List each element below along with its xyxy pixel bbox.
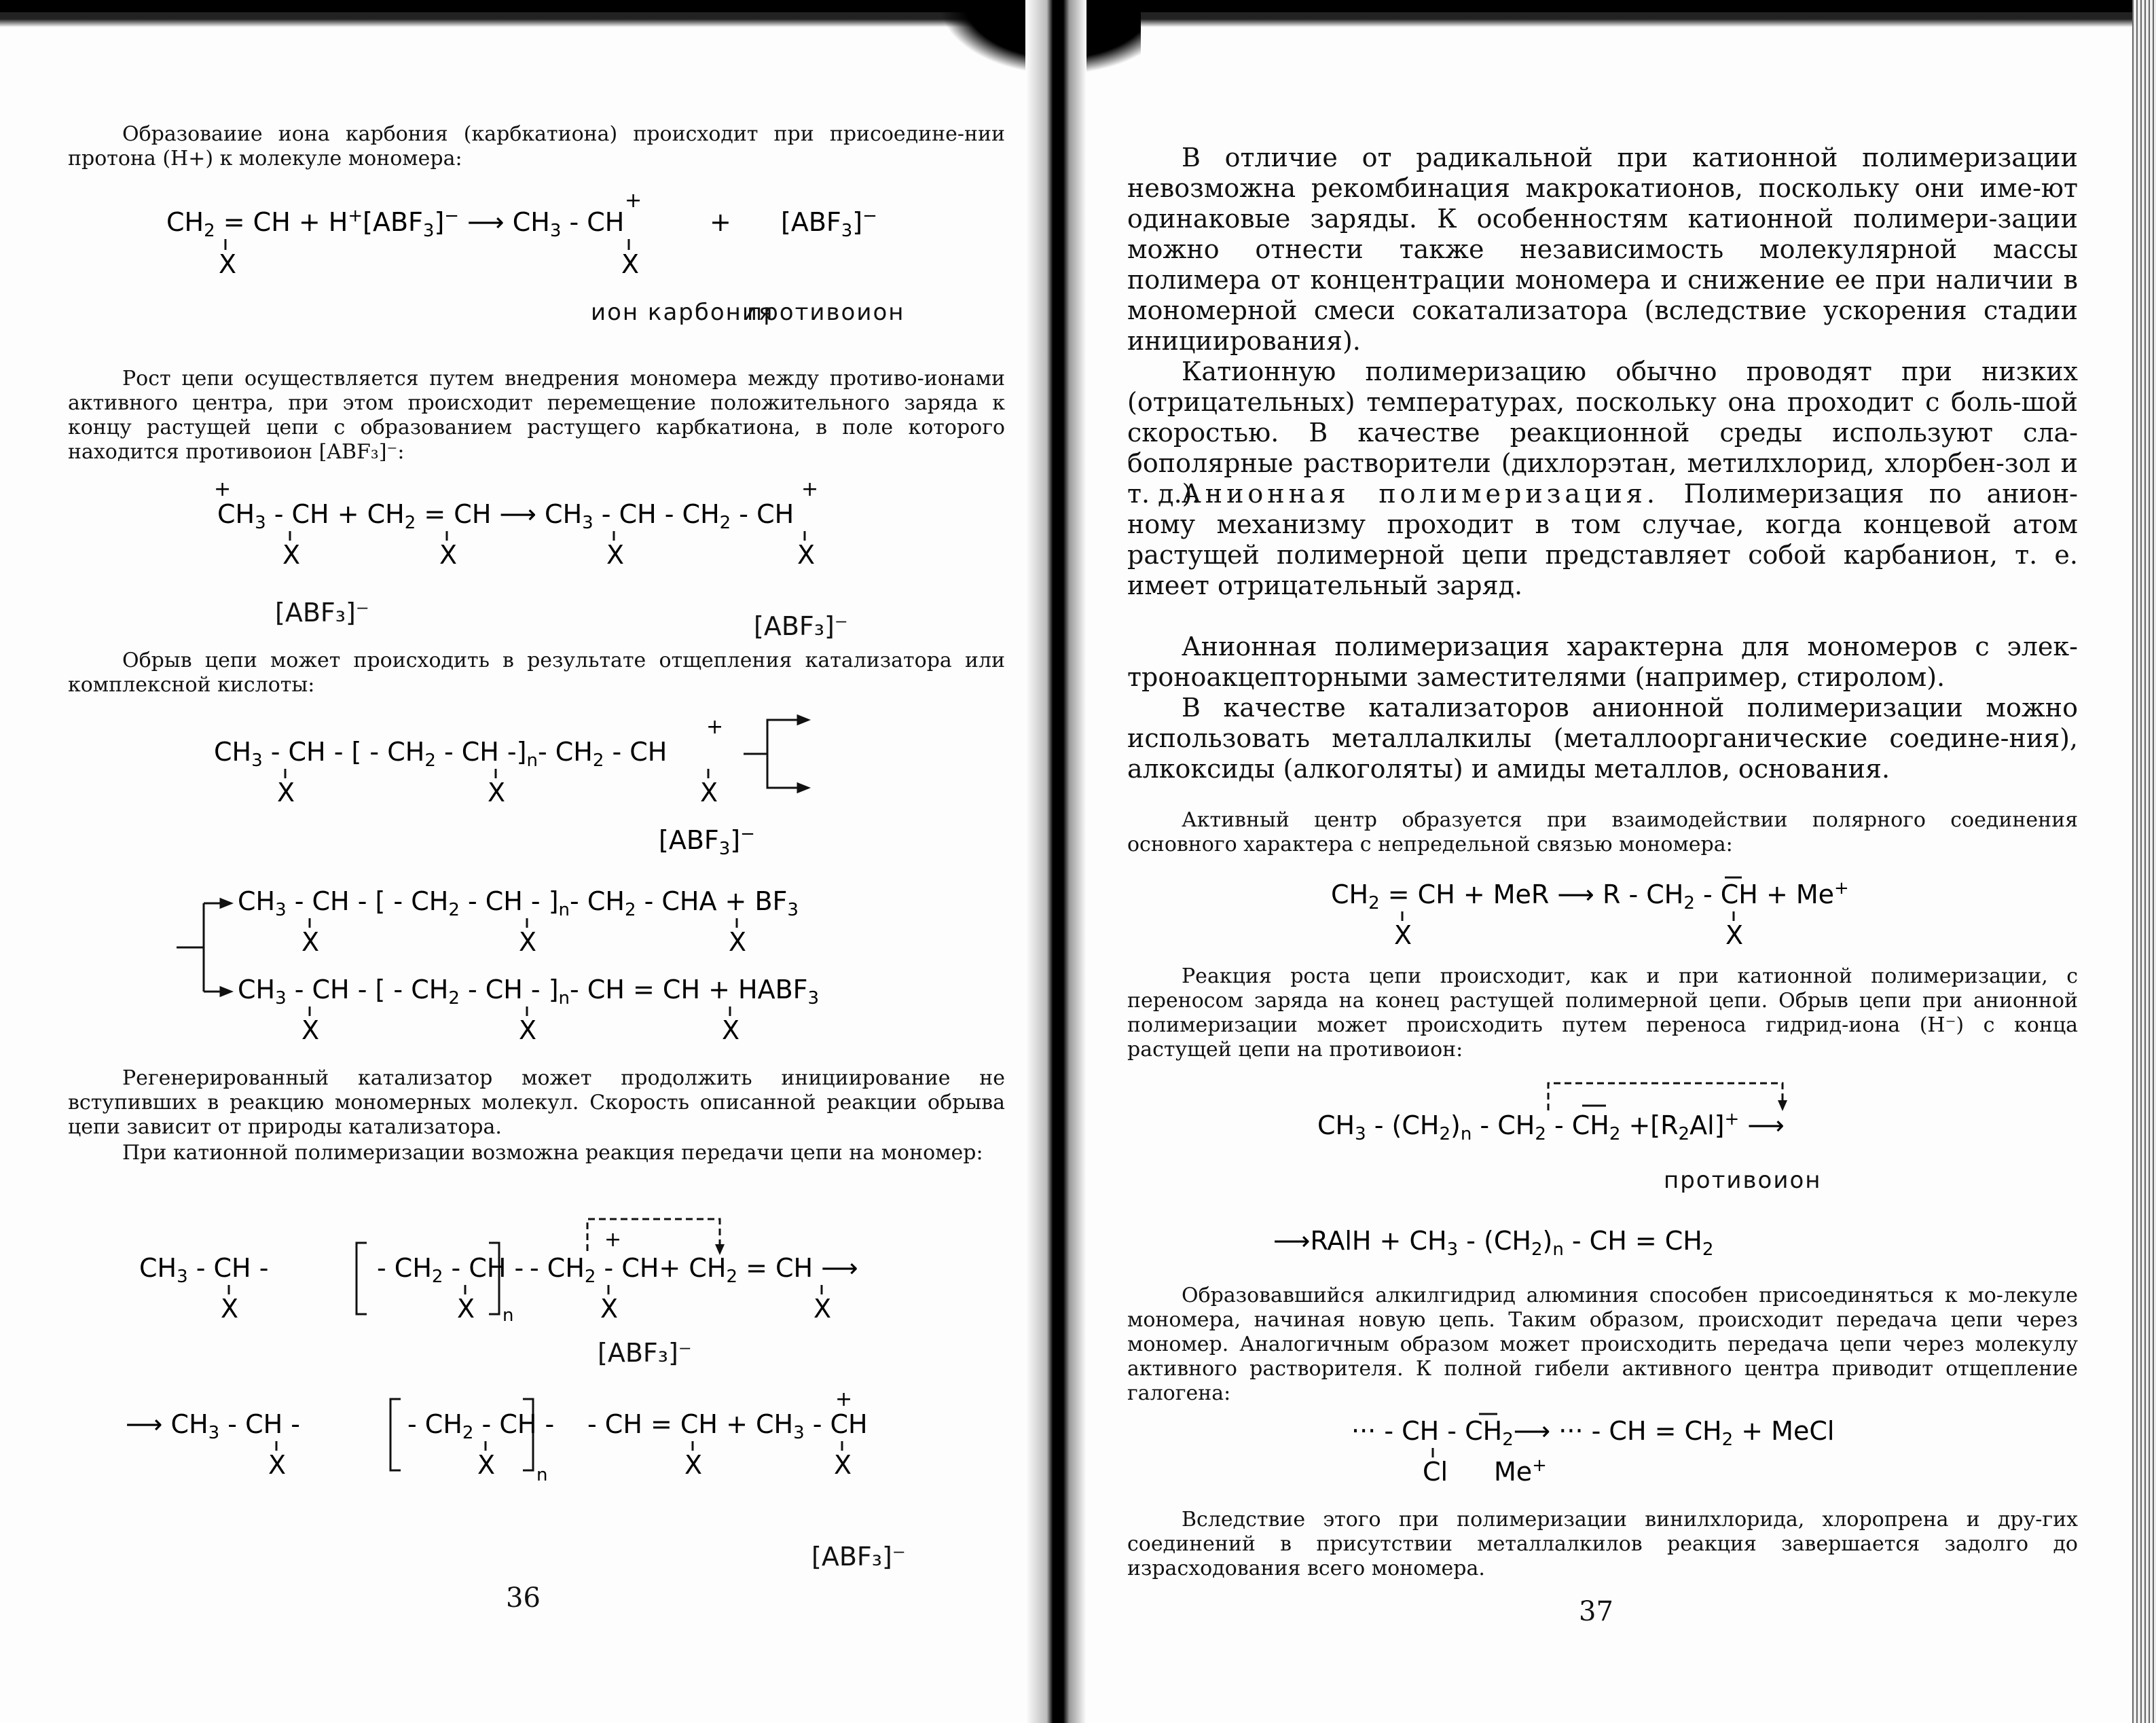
svg-text:+: + (604, 1228, 622, 1252)
svg-text:⟶RAlH + CH3 - (CH2)n - CH = CH: ⟶RAlH + $CH_3 - (CH_2)_n$ - CH = $CH_2$ (1273, 1226, 1714, 1260)
svg-text:X: X (302, 927, 320, 957)
left-paragraph-4: Регенерированный катализатор может продолжить инициирование не вступивших в реакцию мономерных молекул. Скорость описанной реакции обрыва цепи зависит от природы катализатора. (68, 1066, 1005, 1139)
svg-text:CH3 - CH + CH2 = CH ⟶ CH3 - CH: $CH_3$ - CH + $CH_2$ = CH ⟶ $CH_3$ - CH - $CH_2$ - CH (217, 499, 794, 533)
anionic-heading: Анионная полимеризация. (1182, 479, 1659, 509)
svg-text:+: + (625, 190, 642, 213)
eq2-counterion-right: [ABF₃]⁻ (754, 611, 848, 641)
right-paragraph-4: Анионная полимеризация характерна для мономеров с элек-троноакцепторными заместителями (например, стиролом). (1127, 632, 2078, 692)
svg-text:X: X (302, 1015, 320, 1045)
right-paragraph-5: В качестве катализаторов анионной полимеризации можно использовать металлалкилы (металлоорганические соедине-ния), алкоксиды (алкоголяты) и амиды металлов, основания. (1127, 693, 2078, 784)
label-counterion-right: противоион (1664, 1167, 1822, 1194)
eq5-counterion: [ABF₃]⁻ (598, 1338, 692, 1368)
right-paragraph-2: Катионную полимеризацию обычно проводят при низких (отрицательных) температурах, поскольку она проходит с боль-шой скоростью. В качестве реакционной среды используют сла-бополярные растворители (дихлорэтан, метилхлорид, хлорбен-зол и т. д.). (1127, 357, 2078, 509)
svg-text:X: X (700, 778, 718, 808)
right-paragraph-1: В отличие от радикальной при катионной полимеризации невозможна рекомбинация макрокатионов, поскольку они име-ют одинаковые заряды. К особенностям катионной полимери-зации можно отнести также независимость молекулярной массы полимера от концентрации мономера и снижение ее при наличии в мономерной смеси сокатализатора (вследствие ускорения стадии инициирования). (1127, 143, 2078, 356)
svg-text:[ABF3]−: $[ABF_3]^-$ (659, 824, 755, 859)
svg-text:X: X (439, 540, 458, 570)
page-edge-stripes (2132, 0, 2156, 1723)
svg-text:X: X (268, 1450, 287, 1480)
right-paragraph-3-text: Полимеризация по анион-ному механизму проходит в том случае, когда концевой атом растущей полимерной цепи представляет собой карбанион, т. е. имеет отрицательный заряд. (1127, 479, 2078, 600)
left-paragraph-5: При катионной полимеризации возможна реакция передачи цепи на мономер: (122, 1141, 983, 1165)
svg-text:X: X (834, 1450, 852, 1480)
right-paragraph-7: Реакция роста цепи происходит, как и при катионной полимеризации, с переносом заряда на конец растущей полимерной цепи. Обрыв цепи при анионной полимеризации может происходить путем переноса гидрид-иона (H⁻) с конца растущей цепи на противоион: (1127, 964, 2078, 1062)
svg-text:X: X (519, 1015, 537, 1045)
svg-text:X: X (457, 1294, 475, 1324)
svg-text:- CH2 - CH -: - $CH_2$ - CH - (377, 1253, 524, 1287)
svg-text:X: X (519, 927, 537, 957)
right-paragraph-3 (1127, 479, 2078, 601)
svg-text:- CH2 - CH -: - $CH_2$ - CH - (407, 1409, 555, 1443)
left-paragraph-2: Рост цепи осуществляется путем внедрения мономера между противо-ионами активного центра, при этом происходит перемещение положительного заряда к концу растущей цепи с образованием растущего карбкатиона, в поле которого находится противоион [ABF₃]⁻: (68, 367, 1005, 464)
label-counterion: противоион (747, 299, 905, 326)
svg-text:n: n (503, 1305, 514, 1326)
svg-text:X: X (814, 1294, 832, 1324)
svg-text:CH3 - CH -: $CH_3$ - CH - (139, 1253, 269, 1287)
svg-text:X: X (277, 778, 295, 808)
equation-chain-transfer (68, 1202, 1005, 1582)
svg-text:+: + (706, 715, 724, 739)
svg-text:Cl: Cl (1423, 1457, 1448, 1487)
svg-text:⟶ CH3 - CH -: ⟶ $CH_3$ - CH - (126, 1409, 300, 1443)
svg-text:X: X (221, 1294, 239, 1324)
svg-text:CH2 = CH + MeR ⟶ R - CH2 - CH: $CH_2$ = CH + MeR ⟶ R - $CH_2$ - CH + Me+ (1331, 878, 1849, 913)
eq1-text: $CH_2$ = CH + $H^+[ABF_3]^-$ ⟶ $CH_3$ - CH (166, 206, 625, 241)
svg-text:CH3 - CH - [ - CH2 - CH - ]n-: $CH_3$ - CH - [ - $CH_2$ - CH - ]$_n-$ $CH_2$ - CHA + $BF_3$ (238, 886, 799, 920)
svg-text:+: + (801, 477, 819, 501)
right-page (1127, 0, 2078, 1723)
left-page (68, 0, 1005, 1723)
svg-text:X: X (1394, 920, 1412, 950)
equation-active-center (1127, 863, 2078, 964)
svg-text:X: X (797, 540, 816, 570)
svg-text:+: + (710, 207, 731, 237)
right-paragraph-6: Активный центр образуется при взаимодействии полярного соединения основного характера с непредельной связью мономера: (1127, 808, 2078, 856)
equation-chain-growth (68, 475, 1005, 638)
svg-text:Me+: Me+ (1494, 1455, 1547, 1487)
label-ion: ион карбония (591, 299, 774, 326)
svg-text:+: + (835, 1388, 853, 1411)
svg-text:CH3 - CH - [ - CH2 - CH - ]n-: $CH_3$ - CH - [ - $CH_2$ - CH - ]$_n-$ CH = CH + $HABF_3$ (238, 975, 820, 1009)
svg-text:X: X (684, 1450, 703, 1480)
svg-text:- CH2 - CH+ CH2 = CH ⟶: - $CH_2 - CH+ CH_2$ = CH ⟶ (530, 1253, 858, 1287)
svg-text:X: X (282, 540, 301, 570)
page-number-left: 36 (506, 1582, 541, 1614)
svg-text:+: + (214, 477, 232, 501)
book-gutter (1025, 0, 1086, 1723)
svg-text:n: n (536, 1465, 548, 1485)
svg-text:X: X (477, 1450, 496, 1480)
eq2-counterion-left: [ABF₃]⁻ (275, 598, 369, 628)
svg-text:X: X (621, 249, 640, 279)
left-paragraph-3: Обрыв цепи может происходить в результате отщепления катализатора или комплексной кислоты: (68, 649, 1005, 697)
svg-text:[ABF3]−: $[ABF_3]^-$ (781, 206, 877, 241)
right-paragraph-9: Вследствие этого при полимеризации винилхлорида, хлоропрена и дру-гих соединений в присутствии металлалкилов реакция завершается задолго до израсходования всего мономера. (1127, 1508, 2078, 1580)
left-paragraph-1: Образоваиие иона карбония (карбкатиона) происходит при присоедине-нии протона (H+) к молекуле мономера: (68, 122, 1005, 170)
equation-ion-formation (68, 190, 1005, 367)
eq6-counterion: [ABF₃]⁻ (811, 1542, 906, 1572)
page-number-right: 37 (1579, 1596, 1613, 1627)
svg-text:··· - CH - CH2⟶ ··· - CH = CH: ··· - CH - $CH_2⟶$ ··· - CH = $CH_2$ + MeCl (1351, 1416, 1835, 1450)
svg-text:X: X (722, 1015, 740, 1045)
svg-text:X: X (729, 927, 747, 957)
svg-text:X: X (488, 778, 506, 808)
svg-text:CH3 - CH - [ - CH2 - CH -]n- C: $CH_3$ - CH - [ - $CH_2$ - CH $-]_n-$ $CH_2$ - CH (214, 737, 668, 771)
right-paragraph-8: Образовавшийся алкилгидрид алюминия способен присоединяться к мо-лекуле мономера, начиная новую цепь. Таким образом, происходит передача цепи через мономер. Аналогичным образом может происходить передача цепи через молекулу активного растворителя. К полной гибели активного центра приводит отщепление галогена: (1127, 1284, 2078, 1405)
svg-text:CH3 - (CH2)n - CH2 - CH2 +[R2A: $CH_3 - (CH_2)_n - CH_2 - CH_2 +[R_2Al]^+$ ⟶ (1317, 1109, 1785, 1144)
equation-halogen-elimination (1127, 1406, 2078, 1501)
svg-text:X: X (1725, 920, 1744, 950)
svg-text:X: X (219, 249, 237, 279)
equation-chain-termination (68, 706, 1005, 1073)
svg-text:X: X (600, 1294, 619, 1324)
svg-text:- CH = CH + CH3 - CH: - CH = CH + $CH_3$ - CH (587, 1409, 868, 1443)
svg-text:X: X (606, 540, 625, 570)
equation-hydride-transfer (1127, 1073, 2078, 1263)
